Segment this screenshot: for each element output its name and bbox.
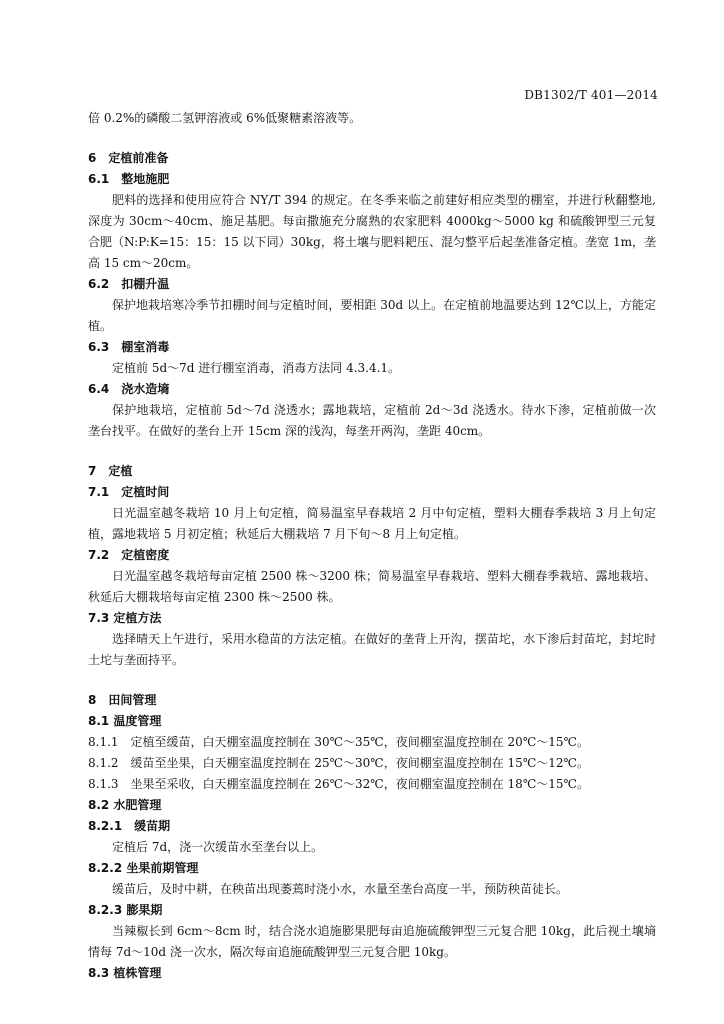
- paragraph: 肥料的选择和使用应符合 NY/T 394 的规定。在冬季来临之前建好相应类型的棚室，并进行秋翻整地,深度为 30cm～40cm、施足基肥。每亩撒施充分腐熟的农家肥料 4000kg～5000 kg 和硫酸钾型三元复合肥（N:P:K=15：15：15 以下同）30kg，将土壤与肥料耙压、混匀整平后起垄准备定植。垄宽 1m，垄高 15 cm～20cm。: [88, 193, 656, 270]
- paragraph: 8.1.3 坐果至采收，白天棚室温度控制在 26℃～32℃，夜间棚室温度控制在 18℃～15℃。: [88, 777, 589, 791]
- section-heading: 8 田间管理: [88, 693, 157, 707]
- paragraph: 定植前 5d～7d 进行棚室消毒，消毒方法同 4.3.4.1。: [112, 361, 401, 375]
- paragraph: 倍 0.2%的磷酸二氢钾溶液或 6%低聚糖素溶液等。: [88, 111, 362, 125]
- subsection-heading: 8.2.1 缓苗期: [88, 819, 171, 833]
- subsection-heading: 7.3 定植方法: [88, 611, 162, 625]
- subsection-heading: 8.2 水肥管理: [88, 798, 162, 812]
- subsection-heading: 8.2.3 膨果期: [88, 903, 163, 917]
- subsection-heading: 6.2 扣棚升温: [88, 277, 170, 291]
- paragraph: 选择晴天上午进行，采用水稳苗的方法定植。在做好的垄背上开沟，摆苗坨，水下渗后封苗坨，封坨时土坨与垄面持平。: [88, 632, 656, 667]
- paragraph: 保护地栽培寒冷季节扣棚时间与定植时间，要相距 30d 以上。在定植前地温要达到 12℃以上，方能定植。: [88, 298, 656, 333]
- paragraph: 保护地栽培，定植前 5d～7d 浇透水；露地栽培，定植前 2d～3d 浇透水。待水下渗，定植前做一次垄台找平。在做好的垄台上开 15cm 深的浅沟，每垄开两沟，垄距 40cm。: [88, 403, 656, 438]
- document-body: [88, 108, 656, 984]
- paragraph: 日光温室越冬栽培 10 月上旬定植，简易温室早春栽培 2 月中旬定植，塑料大棚春季栽培 3 月上旬定植，露地栽培 5 月初定植；秋延后大棚栽培 7 月下旬～8 月上旬定植。: [88, 506, 656, 541]
- subsection-heading: 8.1 温度管理: [88, 714, 162, 728]
- subsection-heading: 6.1 整地施肥: [88, 172, 170, 186]
- paragraph: 当辣椒长到 6cm～8cm 时，结合浇水追施膨果肥每亩追施硫酸钾型三元复合肥 10kg，此后视土壤墒情每 7d～10d 浇一次水，隔次每亩追施硫酸钾型三元复合肥 10kg。: [88, 924, 656, 959]
- subsection-heading: 6.3 棚室消毒: [88, 340, 170, 354]
- subsection-heading: 8.2.2 坐果前期管理: [88, 861, 199, 875]
- paragraph: 缓苗后，及时中耕，在秧苗出现萎蔫时浇小水，水量至垄台高度一半，预防秧苗徒长。: [112, 882, 569, 896]
- section-heading: 7 定植: [88, 464, 133, 478]
- section-heading: 6 定植前准备: [88, 151, 169, 165]
- subsection-heading: 6.4 浇水造墒: [88, 382, 170, 396]
- subsection-heading: 8.3 植株管理: [88, 966, 162, 980]
- paragraph: 8.1.2 缓苗至坐果，白天棚室温度控制在 25℃～30℃，夜间棚室温度控制在 15℃～12℃。: [88, 756, 589, 770]
- paragraph: 8.1.1 定植至缓苗，白天棚室温度控制在 30℃～35℃，夜间棚室温度控制在 20℃～15℃。: [88, 735, 589, 749]
- subsection-heading: 7.2 定植密度: [88, 548, 170, 562]
- paragraph: 定植后 7d，浇一次缓苗水至垄台以上。: [112, 840, 324, 854]
- document-code: DB1302/T 401—2014: [524, 88, 658, 102]
- paragraph: 日光温室越冬栽培每亩定植 2500 株～3200 株；简易温室早春栽培、塑料大棚春季栽培、露地栽培、秋延后大棚栽培每亩定植 2300 株～2500 株。: [88, 569, 656, 604]
- subsection-heading: 7.1 定植时间: [88, 485, 170, 499]
